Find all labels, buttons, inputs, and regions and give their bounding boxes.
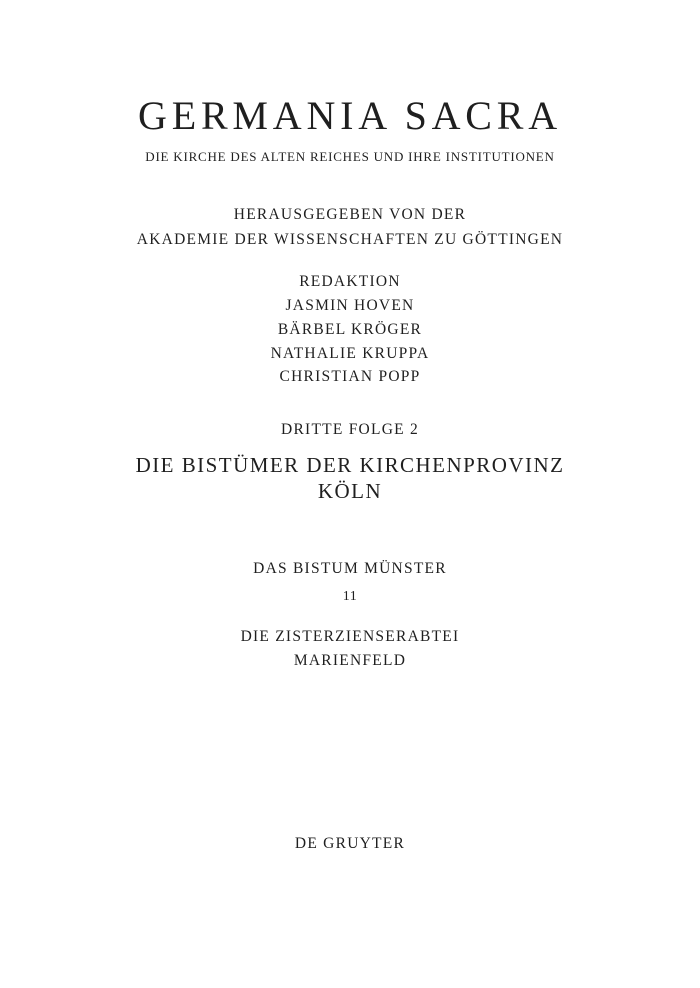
abbey-title-line-2: MARIENFELD xyxy=(293,652,407,669)
redaktion-name: BÄRBEL KRÖGER xyxy=(277,321,423,338)
redaktion-name: JASMIN HOVEN xyxy=(285,297,415,314)
diocese-title: DAS BISTUM MÜNSTER xyxy=(253,560,447,577)
redaktion-label: REDAKTION xyxy=(299,273,401,290)
redaktion-name: NATHALIE KRUPPA xyxy=(270,345,430,362)
redaktion-name: CHRISTIAN POPP xyxy=(279,368,421,385)
abbey-title-line-1: DIE ZISTERZIENSERABTEI xyxy=(240,628,460,645)
main-title-line-2: KÖLN xyxy=(317,479,383,503)
series-volume: DRITTE FOLGE 2 xyxy=(281,421,419,438)
editor-line-1: HERAUSGEGEBEN VON DER xyxy=(233,206,467,223)
main-title-line-1: DIE BISTÜMER DER KIRCHENPROVINZ xyxy=(135,453,565,477)
publisher-name: DE GRUYTER xyxy=(294,835,406,852)
editor-line-2: AKADEMIE DER WISSENSCHAFTEN ZU GÖTTINGEN xyxy=(136,231,564,248)
series-title: GERMANIA SACRA xyxy=(138,93,562,138)
series-subtitle: DIE KIRCHE DES ALTEN REICHES UND IHRE INSTITUTIONEN xyxy=(145,149,555,164)
diocese-volume-number: 11 xyxy=(342,589,358,604)
